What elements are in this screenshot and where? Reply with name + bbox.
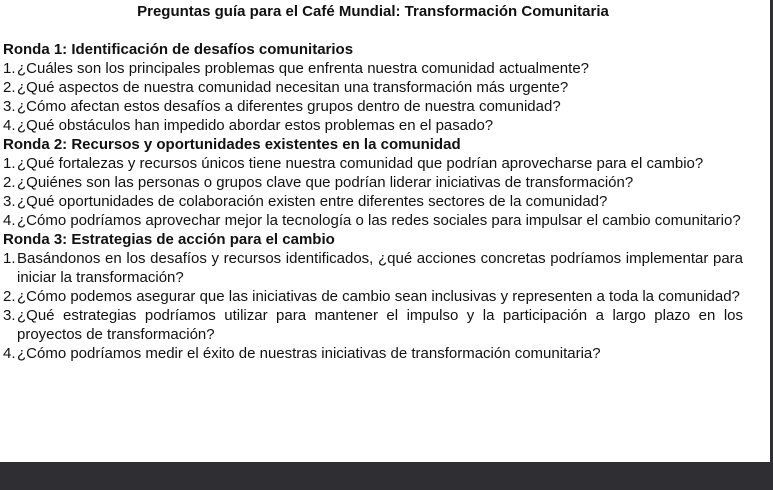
round-2-heading: Ronda 2: Recursos y oportunidades existentes en la comunidad (3, 136, 461, 153)
question-number: 2. (3, 79, 16, 96)
question-text: Basándonos en los desafíos y recursos identificados, ¿qué acciones concretas podríamos implementar para iniciar la transformación? (17, 250, 743, 286)
list-item (3, 116, 743, 135)
list-item (3, 78, 743, 97)
question-text: ¿Qué estrategias podríamos utilizar para mantener el impulso y la participación a largo plazo en los proyectos de transformación? (17, 307, 743, 343)
question-text: ¿Qué aspectos de nuestra comunidad necesitan una transformación más urgente? (17, 79, 569, 96)
question-number: 3. (3, 98, 16, 115)
list-item (3, 344, 743, 363)
round-3-heading: Ronda 3: Estrategias de acción para el cambio (3, 231, 335, 248)
question-text: ¿Cómo podríamos medir el éxito de nuestras iniciativas de transformación comunitaria? (17, 345, 601, 362)
list-item (3, 97, 743, 116)
question-text: ¿Quiénes son las personas o grupos clave que podrían liderar iniciativas de transformación? (17, 174, 634, 191)
question-number: 3. (3, 307, 16, 324)
round-1-questions (3, 59, 743, 135)
list-item (3, 59, 743, 78)
question-text: ¿Qué obstáculos han impedido abordar estos problemas en el pasado? (17, 117, 494, 134)
document-body (3, 2, 743, 363)
question-number: 4. (3, 345, 16, 362)
question-number: 1. (3, 60, 16, 77)
list-item (3, 287, 743, 306)
list-item (3, 211, 743, 230)
question-text: ¿Qué fortalezas y recursos únicos tiene nuestra comunidad que podrían aprovecharse para el cambio? (17, 155, 704, 172)
round-1-section (3, 40, 743, 135)
question-number: 4. (3, 117, 16, 134)
title-spacer (3, 21, 743, 40)
list-item (3, 154, 743, 173)
question-text: ¿Cómo afectan estos desafíos a diferentes grupos dentro de nuestra comunidad? (17, 98, 561, 115)
list-item (3, 306, 743, 344)
round-1-heading: Ronda 1: Identificación de desafíos comunitarios (3, 41, 354, 58)
question-text: ¿Cómo podemos asegurar que las iniciativas de cambio sean inclusivas y representen a toda la comunidad? (17, 288, 740, 305)
question-text: ¿Qué oportunidades de colaboración existen entre diferentes sectores de la comunidad? (17, 193, 608, 210)
question-number: 2. (3, 288, 16, 305)
question-number: 3. (3, 193, 16, 210)
question-text: ¿Cómo podríamos aprovechar mejor la tecnología o las redes sociales para impulsar el cambio comunitario? (17, 212, 741, 229)
round-2-questions (3, 154, 743, 230)
question-number: 1. (3, 155, 16, 172)
round-3-questions (3, 249, 743, 363)
round-3-section (3, 230, 743, 363)
question-number: 1. (3, 250, 16, 267)
question-text: ¿Cuáles son los principales problemas que enfrenta nuestra comunidad actualmente? (17, 60, 589, 77)
round-2-section (3, 135, 743, 230)
question-number: 4. (3, 212, 16, 229)
question-number: 2. (3, 174, 16, 191)
list-item (3, 249, 743, 287)
list-item (3, 192, 743, 211)
list-item (3, 173, 743, 192)
document-title: Preguntas guía para el Café Mundial: Transformación Comunitaria (137, 3, 609, 20)
